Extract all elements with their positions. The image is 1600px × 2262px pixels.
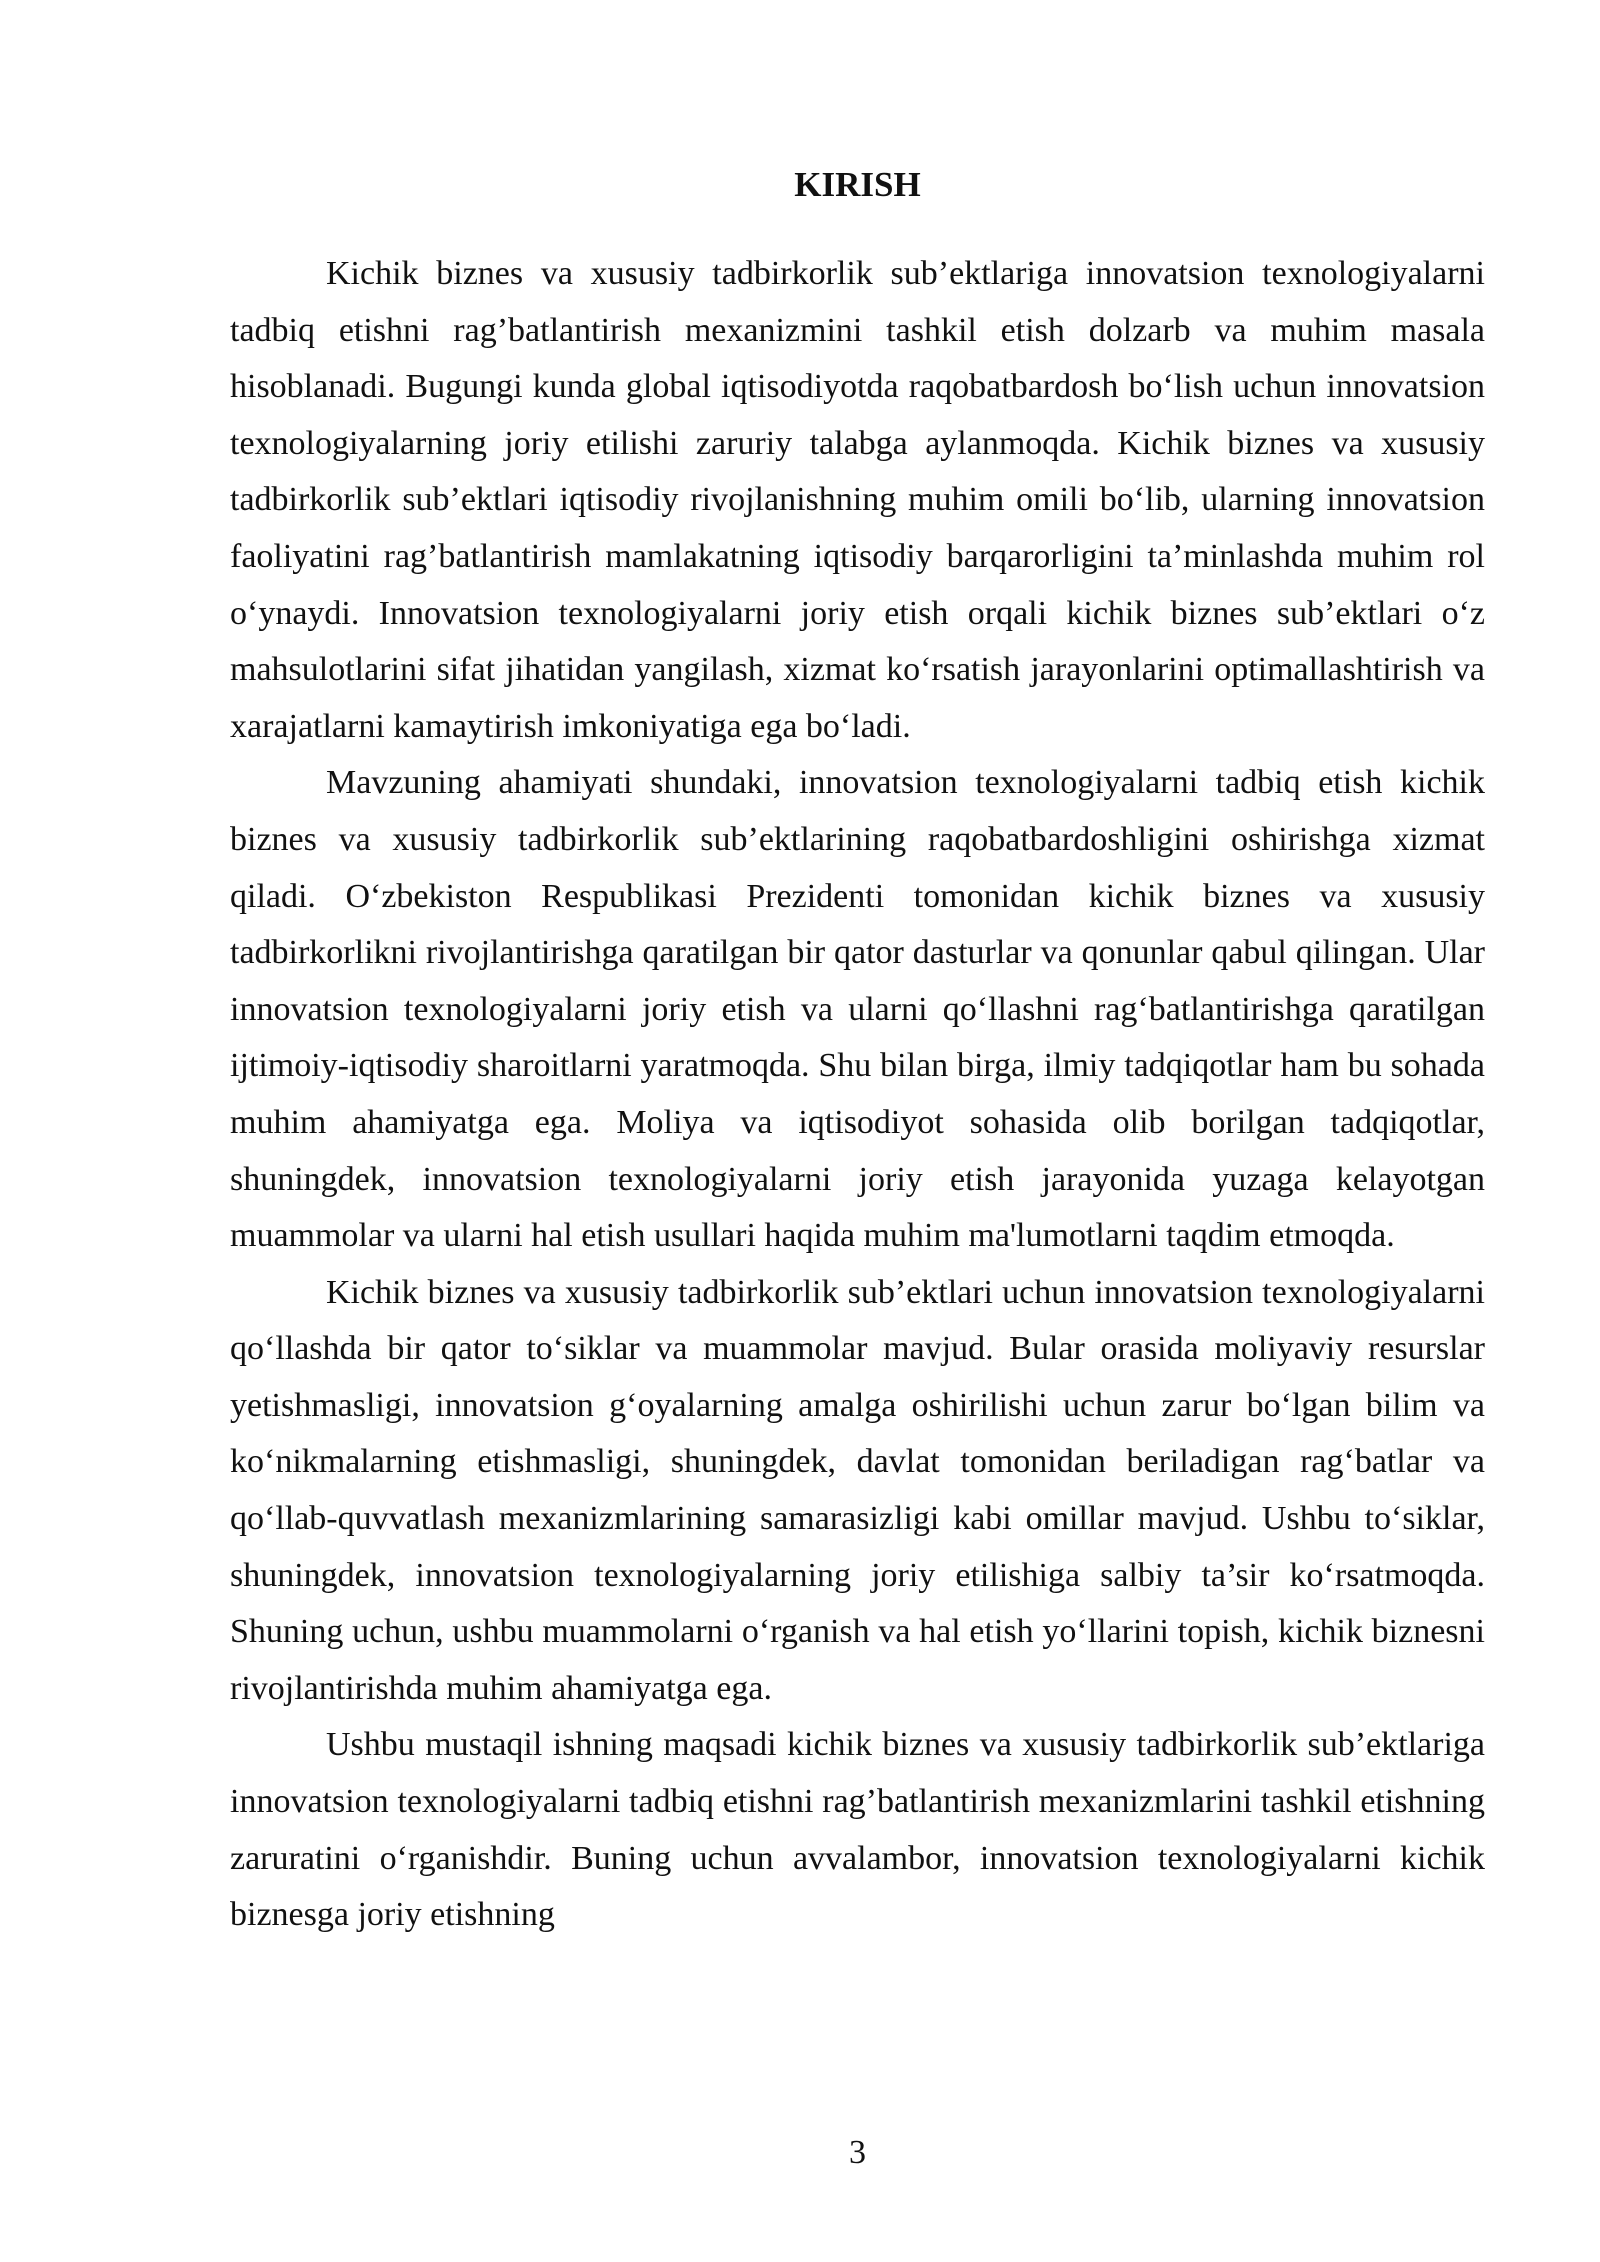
paragraph-4: Ushbu mustaqil ishning maqsadi kichik biznes va xususiy tadbirkorlik sub’ektlariga innovatsion texnologiyalarni tadbiq etishni rag’batlantirish mexanizmlarini tashkil etishning zaruratini o‘rganishdir. Buning uchun avvalambor, innovatsion texnologiyalarni kichik biznesga joriy etishning — [230, 1726, 1485, 1934]
paragraph-1: Kichik biznes va xususiy tadbirkorlik sub’ektlariga innovatsion texnologiyalarni tadbiq etishni rag’batlantirish mexanizmini tashkil etish dolzarb va muhim masala hisoblanadi. Bugungi kunda global iqtisodiyotda raqobatbardosh bo‘lish uchun innovatsion texnologiyalarning joriy etilishi zaruriy talabga aylanmoqda. Kichik biznes va xususiy tadbirkorlik sub’ektlari iqtisodiy rivojlanishning muhim omili bo‘lib, ularning innovatsion faoliyatini rag’batlantirish mamlakatning iqtisodiy barqarorligini ta’minlashda muhim rol o‘ynaydi. Innovatsion texnologiyalarni joriy etish orqali kichik biznes sub’ektlari o‘z mahsulotlarini sifat jihatidan yangilash, xizmat ko‘rsatish jarayonlarini optimallashtirish va xarajatlarni kamaytirish imkoniyatiga ega bo‘ladi. — [230, 255, 1485, 745]
body-text — [230, 246, 1485, 1944]
section-heading: KIRISH — [794, 165, 921, 204]
paragraph-2: Mavzuning ahamiyati shundaki, innovatsion texnologiyalarni tadbiq etish kichik biznes va xususiy tadbirkorlik sub’ektlarining raqobatbardoshligini oshirishga xizmat qiladi. O‘zbekiston Respublikasi Prezidenti tomonidan kichik biznes va xususiy tadbirkorlikni rivojlantirishga qaratilgan bir qator dasturlar va qonunlar qabul qilingan. Ular innovatsion texnologiyalarni joriy etish va ularni qo‘llashni rag‘batlantirishga qaratilgan ijtimoiy-iqtisodiy sharoitlarni yaratmoqda. Shu bilan birga, ilmiy tadqiqotlar ham bu sohada muhim ahamiyatga ega. Moliya va iqtisodiyot sohasida olib borilgan tadqiqotlar, shuningdek, innovatsion texnologiyalarni joriy etish jarayonida yuzaga kelayotgan muammolar va ularni hal etish usullari haqida muhim ma'lumotlarni taqdim etmoqda. — [230, 764, 1485, 1255]
paragraph-3: Kichik biznes va xususiy tadbirkorlik sub’ektlari uchun innovatsion texnologiyalarni qo‘llashda bir qator to‘siklar va muammolar mavjud. Bular orasida moliyaviy resurslar yetishmasligi, innovatsion g‘oyalarning amalga oshirilishi uchun zarur bo‘lgan bilim va ko‘nikmalarning etishmasligi, shuningdek, davlat tomonidan beriladigan rag‘batlar va qo‘llab-quvvatlash mexanizmlarining samarasizligi kabi omillar mavjud. Ushbu to‘siklar, shuningdek, innovatsion texnologiyalarning joriy etilishiga salbiy ta’sir ko‘rsatmoqda. Shuning uchun, ushbu muammolarni o‘rganish va hal etish yo‘llarini topish, kichik biznesni rivojlantirishda muhim ahamiyatga ega. — [230, 1273, 1485, 1707]
page-number: 3 — [849, 2134, 866, 2171]
